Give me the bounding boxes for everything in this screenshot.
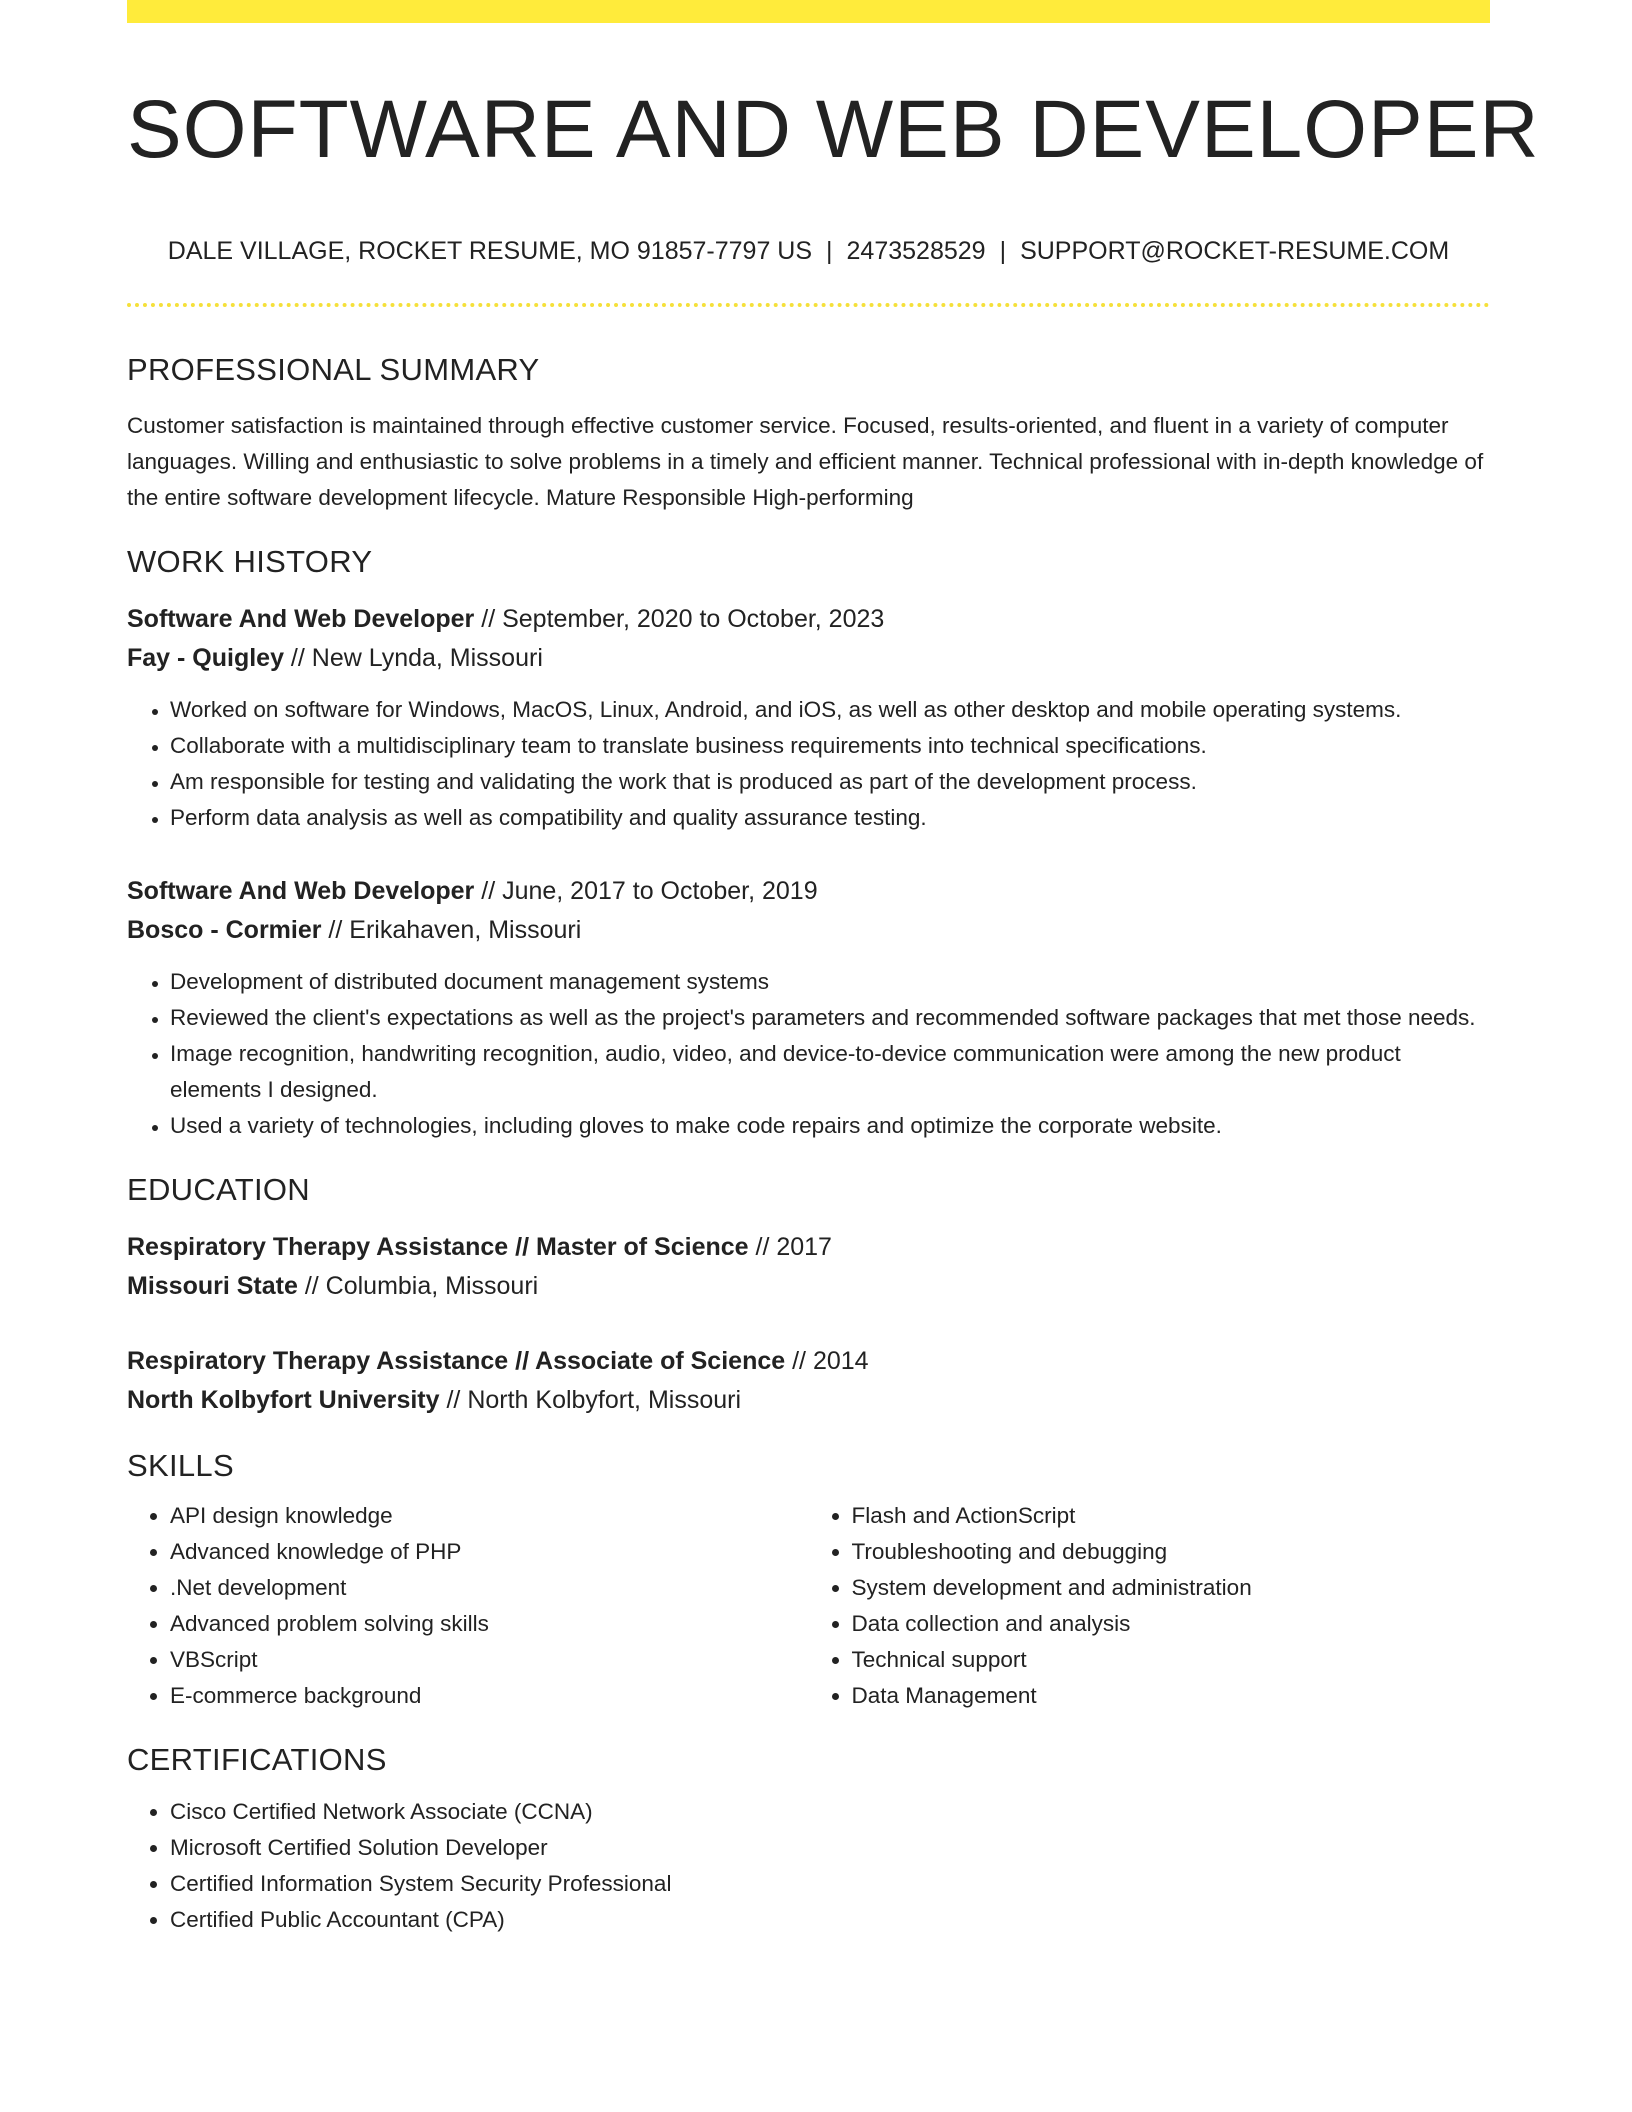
job-entry xyxy=(127,600,1490,836)
certifications-list xyxy=(127,1794,1490,1938)
job-company: Bosco - Cormier xyxy=(127,916,322,944)
list-item: • Technical support xyxy=(852,1642,1491,1678)
job-company-line xyxy=(127,911,1490,950)
school-line xyxy=(127,1267,1490,1306)
list-item: • Advanced knowledge of PHP xyxy=(170,1534,809,1570)
job-dates: // September, 2020 to October, 2023 xyxy=(474,605,885,633)
list-item: • .Net development xyxy=(170,1570,809,1606)
school-name: North Kolbyfort University xyxy=(127,1386,440,1414)
job-title: Software And Web Developer xyxy=(127,877,475,905)
list-item: • Cisco Certified Network Associate (CCNA) xyxy=(170,1794,1490,1830)
list-item: • Certified Public Accountant (CPA) xyxy=(170,1902,1490,1938)
job-location: // Erikahaven, Missouri xyxy=(321,916,582,944)
dotted-divider xyxy=(127,303,1490,307)
school-name: Missouri State xyxy=(127,1272,298,1300)
resume-body xyxy=(127,350,1490,1938)
education-entry xyxy=(127,1228,1490,1306)
list-item: • E-commerce background xyxy=(170,1678,809,1714)
summary-section xyxy=(127,350,1490,516)
list-item: • Collaborate with a multidisciplinary team to translate business requirements into technical specifications. xyxy=(170,728,1490,764)
list-item: • Troubleshooting and debugging xyxy=(852,1534,1491,1570)
list-item: • VBScript xyxy=(170,1642,809,1678)
job-company: Fay - Quigley xyxy=(127,644,284,672)
list-item: • Am responsible for testing and validating the work that is produced as part of the development process. xyxy=(170,764,1490,800)
summary-text: Customer satisfaction is maintained through effective customer service. Focused, results-oriented, and fluent in a variety of computer languages. Willing and enthusiastic to solve problems in a timely and efficient manner. Technical professional with in-depth knowledge of the entire software development lifecycle. Mature Responsible High-performing xyxy=(127,413,1484,510)
skills-list-left xyxy=(127,1498,809,1714)
list-item: • Data collection and analysis xyxy=(852,1606,1491,1642)
skills-columns xyxy=(127,1498,1490,1714)
job-title-line xyxy=(127,872,1490,911)
list-item: • Image recognition, handwriting recognition, audio, video, and device-to-device communication were among the new product elements I designed. xyxy=(170,1036,1490,1108)
contact-separator: | xyxy=(999,237,1007,265)
list-item: • Data Management xyxy=(852,1678,1491,1714)
contact-address: DALE VILLAGE, ROCKET RESUME, MO 91857-7797 US xyxy=(167,237,813,265)
candidate-title: SOFTWARE AND WEB DEVELOPER xyxy=(127,84,1540,175)
degree: Respiratory Therapy Assistance // Master of Science xyxy=(127,1233,749,1261)
contact-phone: 2473528529 xyxy=(846,237,986,265)
section-heading: PROFESSIONAL SUMMARY xyxy=(127,352,540,387)
job-bullets xyxy=(127,692,1490,836)
education-entry xyxy=(127,1342,1490,1420)
contact-separator: | xyxy=(826,237,833,265)
job-entry xyxy=(127,872,1490,1144)
list-item: • Development of distributed document management systems xyxy=(170,964,1490,1000)
list-item: • Certified Information System Security Professional xyxy=(170,1866,1490,1902)
work-history-section xyxy=(127,542,1490,1144)
section-heading: EDUCATION xyxy=(127,1172,310,1207)
degree: Respiratory Therapy Assistance // Associate of Science xyxy=(127,1347,786,1375)
list-item: • Flash and ActionScript xyxy=(852,1498,1491,1534)
graduation-year: // 2017 xyxy=(748,1233,832,1261)
certifications-section xyxy=(127,1740,1490,1938)
section-heading: CERTIFICATIONS xyxy=(127,1742,387,1777)
job-dates: // June, 2017 to October, 2019 xyxy=(474,877,818,905)
list-item: • Used a variety of technologies, including gloves to make code repairs and optimize the corporate website. xyxy=(170,1108,1490,1144)
section-heading: SKILLS xyxy=(127,1448,234,1483)
school-location: // North Kolbyfort, Missouri xyxy=(439,1386,742,1414)
school-line xyxy=(127,1381,1490,1420)
list-item: • Worked on software for Windows, MacOS, Linux, Android, and iOS, as well as other desktop and mobile operating systems. xyxy=(170,692,1490,728)
job-company-line xyxy=(127,639,1490,678)
list-item: • Advanced problem solving skills xyxy=(170,1606,809,1642)
school-location: // Columbia, Missouri xyxy=(297,1272,539,1300)
job-title: Software And Web Developer xyxy=(127,605,475,633)
job-title-line xyxy=(127,600,1490,639)
graduation-year: // 2014 xyxy=(785,1347,869,1375)
skills-section xyxy=(127,1446,1490,1714)
contact-line xyxy=(127,235,1490,267)
education-section xyxy=(127,1170,1490,1420)
skills-list-right xyxy=(809,1498,1491,1714)
accent-bar xyxy=(127,0,1490,23)
list-item: • Reviewed the client's expectations as well as the project's parameters and recommended software packages that met those needs. xyxy=(170,1000,1490,1036)
degree-line xyxy=(127,1228,1490,1267)
job-location: // New Lynda, Missouri xyxy=(283,644,543,672)
degree-line xyxy=(127,1342,1490,1381)
contact-email: SUPPORT@ROCKET-RESUME.COM xyxy=(1020,237,1450,265)
list-item: • System development and administration xyxy=(852,1570,1491,1606)
job-bullets xyxy=(127,964,1490,1144)
section-heading: WORK HISTORY xyxy=(127,544,373,579)
list-item: • Perform data analysis as well as compatibility and quality assurance testing. xyxy=(170,800,1490,836)
list-item: • Microsoft Certified Solution Developer xyxy=(170,1830,1490,1866)
list-item: • API design knowledge xyxy=(170,1498,809,1534)
